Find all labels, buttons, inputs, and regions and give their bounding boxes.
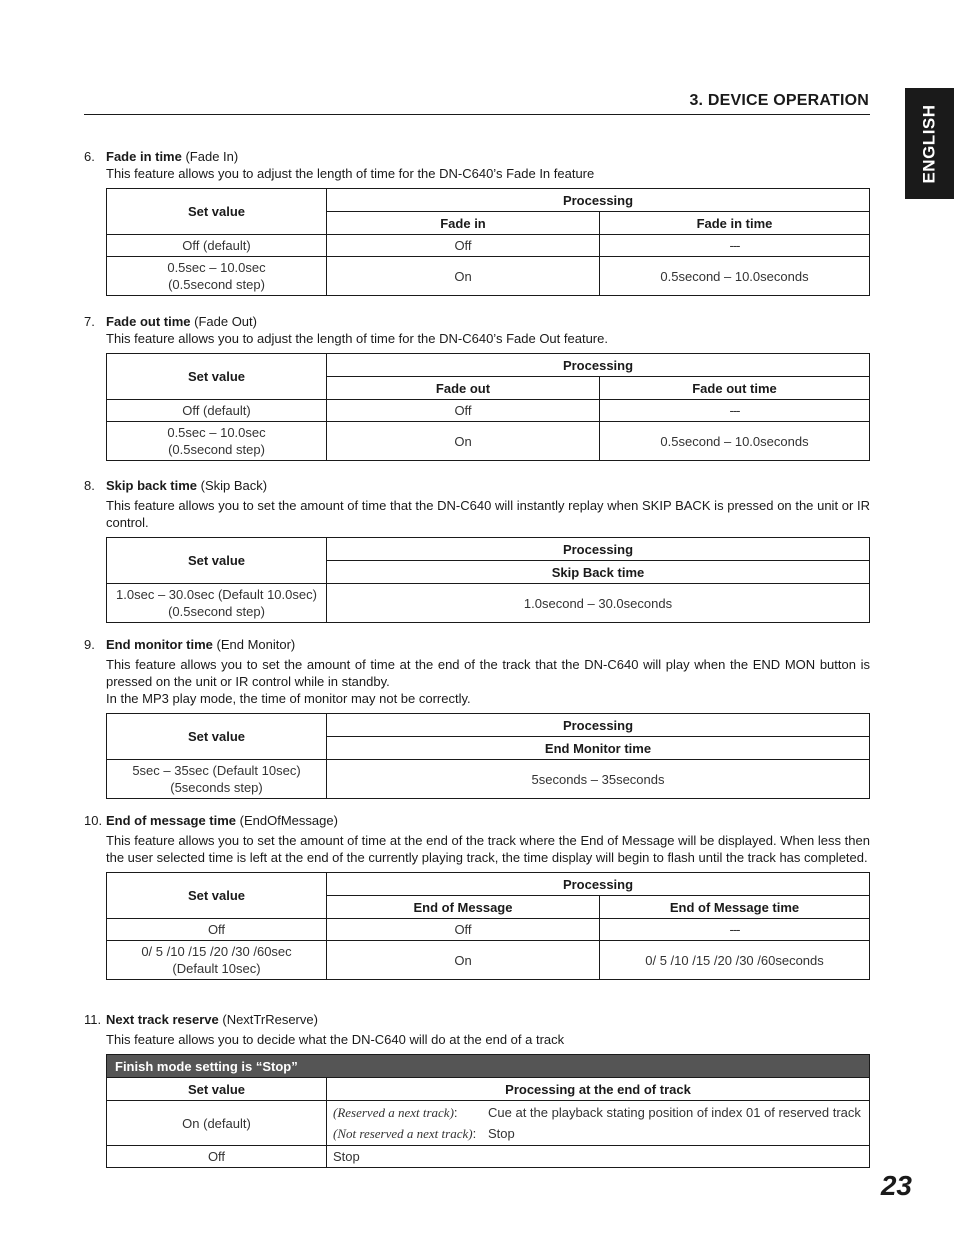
set-value-header: Set value — [107, 1078, 327, 1101]
cell-line: (0.5second step) — [168, 442, 265, 457]
processing-header: Processing at the end of track — [327, 1078, 870, 1101]
language-tab-label: ENGLISH — [919, 103, 939, 184]
table-cell: Off (default) — [107, 400, 327, 422]
language-tab — [905, 88, 954, 199]
header-divider — [84, 114, 870, 115]
section-description: This feature allows you to set the amount of time at the end of the track where the End of Message will be displayed. When less then the user selected time is left at the end of the currently playing track, the time display will begin to flash until the track has completed. — [106, 833, 870, 865]
section-skip-back — [84, 477, 870, 623]
section-number: 11. — [84, 1012, 102, 1027]
reserved-label: (Reserved a next track) — [333, 1105, 454, 1120]
table-cell — [107, 257, 327, 296]
section-description: This feature allows you to decide what the DN-C640 will do at the end of a track — [106, 1032, 565, 1047]
column-header: End of Message — [327, 896, 600, 919]
table-row — [107, 584, 870, 623]
section-number: 10. — [84, 813, 103, 828]
column-header: End Monitor time — [327, 737, 870, 760]
cell-line: (5seconds step) — [170, 780, 263, 795]
table-cell: On (default) — [107, 1101, 327, 1146]
fade-out-table — [106, 353, 870, 461]
section-number: 9. — [84, 637, 95, 652]
column-header: Fade in — [327, 212, 600, 235]
processing-header: Processing — [327, 538, 870, 561]
table-cell: Stop — [327, 1146, 870, 1168]
section-number: 7. — [84, 314, 95, 329]
section-next-track-reserve — [84, 1011, 870, 1168]
cell-line: 0/ 5 /10 /15 /20 /30 /60sec — [141, 944, 292, 959]
table-row — [107, 760, 870, 799]
table-cell: Off — [327, 919, 600, 941]
label-colon: : — [453, 1105, 458, 1120]
not-reserved-label: (Not reserved a next track) — [333, 1126, 473, 1141]
table-cell — [107, 941, 327, 980]
end-monitor-table — [106, 713, 870, 799]
table-row — [107, 257, 870, 296]
section-end-monitor — [84, 636, 870, 799]
section-subtitle: (Fade Out) — [190, 314, 257, 329]
cell-line: (0.5second step) — [168, 604, 265, 619]
page-section-title: 3. DEVICE OPERATION — [689, 92, 869, 109]
section-heading — [84, 636, 870, 653]
set-value-header: Set value — [107, 538, 327, 584]
section-title: End monitor time — [106, 637, 213, 652]
section-title: End of message time — [106, 813, 237, 828]
section-description: This feature allows you to adjust the length of time for the DN-C640’s Fade In feature — [106, 166, 595, 181]
section-number: 8. — [84, 478, 95, 493]
table-cell: On — [327, 422, 600, 461]
set-value-header: Set value — [107, 354, 327, 400]
not-reserved-text: Stop — [488, 1126, 515, 1141]
section-subtitle: (EndOfMessage) — [236, 813, 338, 828]
table-cell — [107, 760, 327, 799]
table-row — [107, 400, 870, 422]
processing-header: Processing — [327, 354, 870, 377]
table-row — [107, 1146, 870, 1168]
table-cell: Off (default) — [107, 235, 327, 257]
section-number: 6. — [84, 149, 95, 164]
table-cell: Off — [107, 1146, 327, 1168]
processing-header: Processing — [327, 189, 870, 212]
cell-line: 5sec – 35sec (Default 10sec) — [132, 763, 301, 778]
section-title: Skip back time — [106, 478, 198, 493]
section-heading — [84, 1011, 870, 1028]
section-subtitle: (End Monitor) — [212, 637, 296, 652]
section-description: This feature allows you to adjust the length of time for the DN-C640’s Fade Out feature. — [106, 331, 608, 346]
table-cell: 0.5second – 10.0seconds — [600, 422, 870, 461]
cell-line: 0.5sec – 10.0sec — [167, 260, 266, 275]
column-header: Fade in time — [600, 212, 870, 235]
cell-line: (0.5second step) — [168, 277, 265, 292]
next-track-reserve-table — [106, 1054, 870, 1168]
section-heading — [84, 477, 870, 494]
column-header: Fade out — [327, 377, 600, 400]
table-cell: --- — [600, 919, 870, 941]
section-description: This feature allows you to set the amount of time that the DN-C640 will instantly replay when SKIP BACK is pressed on the unit or IR control. — [106, 498, 870, 530]
section-subtitle: (Skip Back) — [197, 478, 268, 493]
section-description: This feature allows you to set the amount of time at the end of the track that the DN-C640 will play when the END MON button is pressed on the unit or IR control while in standby. — [106, 657, 870, 689]
column-header: Fade out time — [600, 377, 870, 400]
end-of-message-table — [106, 872, 870, 980]
table-cell: Off — [327, 400, 600, 422]
table-cell — [327, 1101, 870, 1146]
label-colon: : — [472, 1126, 477, 1141]
section-title: Fade out time — [106, 314, 191, 329]
table-cell: Off — [107, 919, 327, 941]
section-heading — [84, 148, 870, 165]
finish-mode-bar: Finish mode setting is “Stop” — [107, 1055, 870, 1078]
section-heading — [84, 812, 870, 829]
section-description: In the MP3 play mode, the time of monitor may not be correctly. — [106, 691, 471, 706]
section-subtitle: (Fade In) — [181, 149, 239, 164]
column-header: End of Message time — [600, 896, 870, 919]
table-cell — [107, 422, 327, 461]
table-row — [107, 1101, 870, 1146]
table-cell: --- — [600, 235, 870, 257]
section-fade-in — [84, 148, 870, 296]
set-value-header: Set value — [107, 873, 327, 919]
cell-line: (Default 10sec) — [172, 961, 261, 976]
table-row — [107, 235, 870, 257]
column-header: Skip Back time — [327, 561, 870, 584]
cell-line: 1.0sec – 30.0sec (Default 10.0sec) — [116, 587, 317, 602]
section-fade-out — [84, 313, 870, 461]
section-title: Next track reserve — [106, 1012, 219, 1027]
fade-in-table — [106, 188, 870, 296]
page-number: 23 — [880, 1170, 912, 1201]
set-value-header: Set value — [107, 189, 327, 235]
table-cell: Off — [327, 235, 600, 257]
table-cell: 0/ 5 /10 /15 /20 /30 /60seconds — [600, 941, 870, 980]
processing-header: Processing — [327, 714, 870, 737]
table-cell: --- — [600, 400, 870, 422]
table-cell: 5seconds – 35seconds — [327, 760, 870, 799]
table-cell: 0.5second – 10.0seconds — [600, 257, 870, 296]
table-row — [107, 919, 870, 941]
cell-line: 0.5sec – 10.0sec — [167, 425, 266, 440]
skip-back-table — [106, 537, 870, 623]
section-heading — [84, 313, 870, 330]
section-end-of-message — [84, 812, 870, 980]
reserved-text: Cue at the playback stating position of index 01 of reserved track — [488, 1105, 861, 1120]
table-cell: On — [327, 257, 600, 296]
table-row — [107, 422, 870, 461]
section-subtitle: (NextTrReserve) — [218, 1012, 318, 1027]
table-cell: On — [327, 941, 600, 980]
section-title: Fade in time — [106, 149, 182, 164]
table-cell — [107, 584, 327, 623]
set-value-header: Set value — [107, 714, 327, 760]
reserve-detail — [333, 1101, 863, 1145]
table-cell: 1.0second – 30.0seconds — [327, 584, 870, 623]
processing-header: Processing — [327, 873, 870, 896]
table-row — [107, 941, 870, 980]
